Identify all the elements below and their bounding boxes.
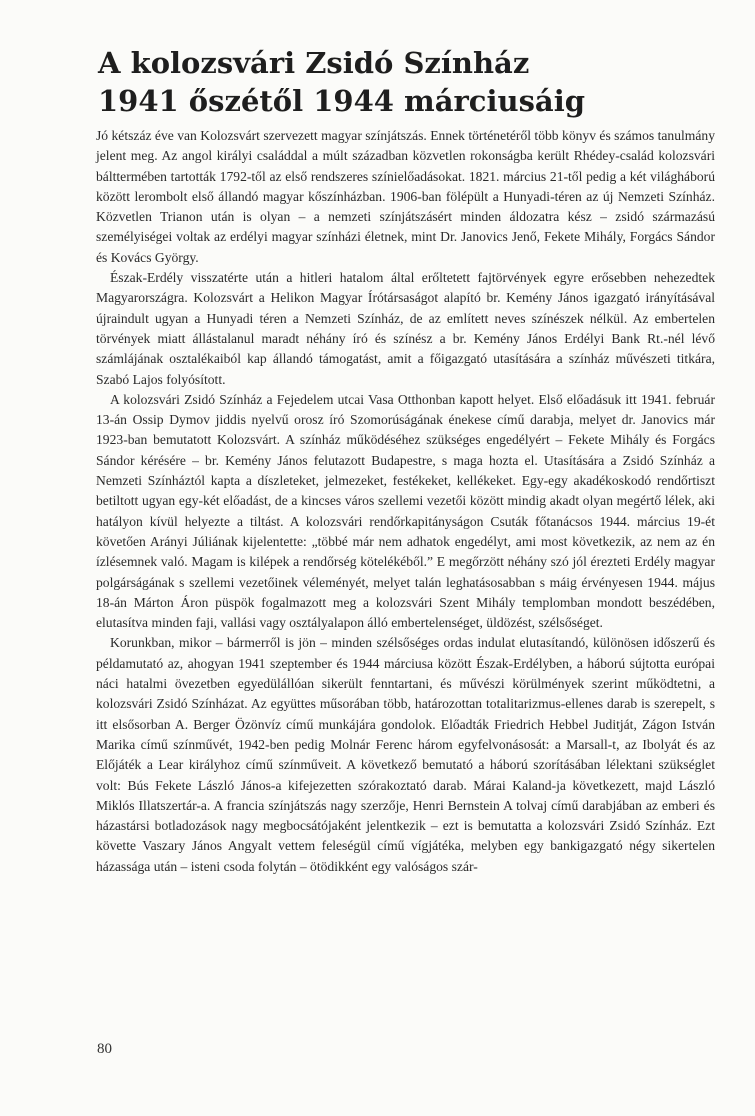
paragraph: Észak-Erdély visszatérte után a hitleri hatalom által erőltetett fajtörvények egyre erősebben nehezedtek Magyarországra. Kolozsvárt a Helikon Magyar Írótársaságot alapító br. Kemény János igazgató irányításával újraindult ugyan a Hunyadi téren a Nemzeti Színház, de az említett neves színészek nélkül. Az embertelen törvények miatt állástalanul maradt néhány író és színész a br. Kemény János Erdélyi Bank Rt.-nél lévő számlájának osztalékaiból kap állandó támogatást, amit a főigazgató utasítására a színház művészeti titkára, Szabó Lajos folyósított.: [96, 270, 715, 387]
article-body: [96, 126, 715, 877]
title-line-2: 1941 őszétől 1944 márciusáig: [98, 84, 585, 118]
paragraph: A kolozsvári Zsidó Színház a Fejedelem utcai Vasa Otthonban kapott helyet. Első előadásuk itt 1941. február 13-án Ossip Dymov jiddis nyelvű orosz író Szomorúságának énekese című darabja, melyet dr. Janovics már 1923-ban bemutatott Kolozsvárt. A színház működéséhez szükséges engedélyért – Fekete Mihály és Forgács Sándor kérésére – br. Kemény János felutazott Budapestre, s maga hozta el. Utasítására a Zsidó Színház a Nemzeti Színháztól kapta a díszleteket, jelmezeket, festékeket, kellékeket. Egy-egy akadékoskodó rendőrtiszt betiltott ugyan egy-két előadást, de a kincses város szellemi vezetői között mindig akadt olyan megértő lélek, aki hatályon kívül helyezte a tiltást. A kolozsvári rendőrkapitányságon Csuták főtanácsos 1944. március 19-ét követően Arányi Júliának kijelentette: „többé már nem adhatok engedélyt, ami most következik, az nem az én ízlésemnek való. Magam is kilépek a rendőrség kötelékéből.” E megőrzött néhány szó jól érezteti Erdély magyar polgárságának s szellemi vezetőinek véleményét, melyet talán leghatásosabban s máig érvényesen 1944. május 18-án Márton Áron püspök fogalmazott meg a kolozsvári Szent Mihály templomban mondott beszédében, elutasítva minden faji, vallási vagy osztályalapon álló embertelenséget, üldözést, szélsőséget.: [96, 391, 715, 631]
page-title: [98, 44, 718, 120]
paragraph: Jó kétszáz éve van Kolozsvárt szervezett magyar színjátszás. Ennek történetéről több könyv és számos tanulmány jelent meg. Az angol királyi családdal a múlt században közvetlen rokonságba került Rhédey-család kolozsvári bálttermében tartották 1792-től az első rendszeres színielőadásokat. 1821. március 21-től pedig a két világháború között lerombolt első állandó magyar kőszínházban. 1906-ban fölépült a Hunyadi-téren az új Nemzeti Színház. Közvetlen Trianon után is olyan – a nemzeti színjátszásért minden áldozatra kész – zsidó származású személyiségei voltak az erdélyi magyar színházi életnek, mint Dr. Janovics Jenő, Fekete Mihály, Forgács Sándor és Kovács György.: [96, 128, 715, 265]
page-number: 80: [97, 1041, 112, 1057]
paragraph: Korunkban, mikor – bármerről is jön – minden szélsőséges ordas indulat elutasítandó, különösen időszerű és példamutató az, ahogyan 1941 szeptember és 1944 márciusa között Észak-Erdélyben, a háború sújtotta európai náci hatalmi övezetben egyedülállóan sikerült fenntartani, és művészi körülmények szerint működtetni, a kolozsvári Zsidó Színházat. Az együttes műsorában több, határozottan totalitarizmus-ellenes darab is szerepelt, s itt elsősorban A. Berger Özönvíz című munkájára gondolok. Előadták Friedrich Hebbel Juditját, Zágon István Marika című színművét, 1942-ben pedig Molnár Ferenc három egyfelvonásosát: a Marsall-t, az Ibolyát és az Előjáték a Lear királyhoz című színműveit. A következő bemutató a háború szorításában lélektani szükséglet volt: Bús Fekete László János-a kifejezetten szórakoztató darab. Márai Kaland-ja következett, majd László Miklós Illatszertár-a. A francia színjátszás nagy szerzője, Henri Bernstein A tolvaj című darabjában az emberi és házastársi botladozások nagy megbocsátójaként jelentkezik – ezt is bemutatta a kolozsvári Zsidó Színház. Ezt követte Vaszary János Angyalt vettem feleségül című vígjátéka, melyben egy bankigazgató négy sikertelen házassága után – isteni csoda folytán – ötödikként egy valóságos szár-: [96, 635, 715, 874]
title-line-1: A kolozsvári Zsidó Színház: [98, 46, 530, 80]
